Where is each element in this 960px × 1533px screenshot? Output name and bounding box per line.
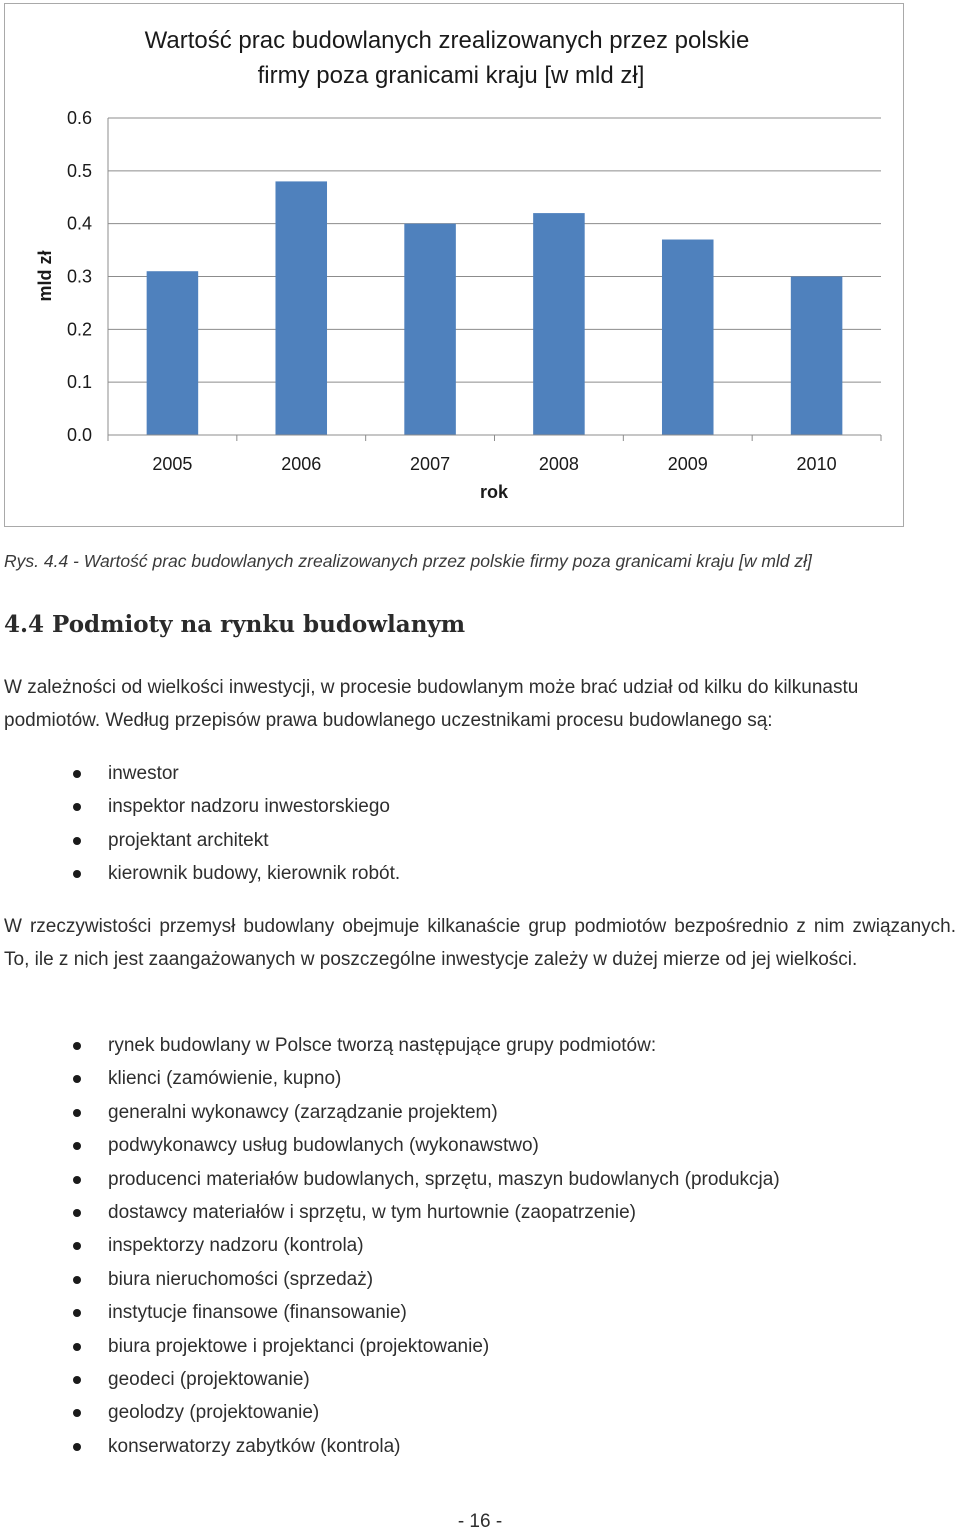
bullet-icon (73, 1443, 81, 1451)
list-item-text: geolodzy (projektowanie) (108, 1402, 320, 1424)
section-heading: 4.4 Podmioty na rynku budowlanym (4, 611, 466, 638)
y-tick-label: 0.5 (66, 160, 92, 181)
x-tick-label: 2007 (410, 454, 451, 474)
list-item (0, 1430, 780, 1463)
gridlines (108, 118, 881, 382)
list-item-text: inspektorzy nadzoru (kontrola) (108, 1235, 364, 1257)
axes (108, 118, 881, 441)
bar-2005 (147, 271, 199, 435)
bullet-icon (73, 1075, 81, 1083)
list-item (0, 1229, 780, 1262)
bullet-icon (73, 1309, 81, 1317)
bullet-icon (73, 837, 81, 845)
x-tick-labels (152, 454, 836, 474)
list-item-text: projektant architekt (108, 829, 269, 851)
paragraph-industry: W rzeczywistości przemysł budowlany obejmuje kilkanaście grup podmiotów bezpośrednio z nim związanych. To, ile z nich jest zaangażowanych w poszczególne inwestycje zależy w dużej mierze od jej wielkości. (4, 916, 956, 970)
bullet-icon (73, 1176, 81, 1184)
chart-container (4, 3, 904, 527)
bullet-icon (73, 1409, 81, 1417)
x-tick-label: 2008 (538, 454, 579, 474)
list-item-text: dostawcy materiałów i sprzętu, w tym hurtownie (zaopatrzenie) (108, 1201, 636, 1223)
y-tick-label: 0.6 (66, 108, 92, 128)
list-item-text: instytucje finansowe (finansowanie) (108, 1302, 407, 1324)
list-item (0, 1163, 780, 1196)
y-tick-label: 0.4 (66, 213, 92, 234)
bar-2008 (533, 213, 585, 435)
bullet-icon (73, 1109, 81, 1117)
list-item (0, 1263, 780, 1296)
list-item (0, 1196, 780, 1229)
list-item-text: inwestor (108, 763, 179, 784)
list-item (0, 857, 400, 890)
bullet-icon (73, 1276, 81, 1284)
list-item (0, 1029, 780, 1062)
list-item (0, 1396, 780, 1429)
bar-2009 (662, 240, 714, 435)
list-item-text: kierownik budowy, kierownik robót. (108, 863, 401, 885)
bullet-icon (73, 870, 81, 878)
list-item-text: podwykonawcy usług budowlanych (wykonawstwo) (108, 1135, 539, 1157)
bullet-icon (73, 770, 81, 778)
list-item-text: konserwatorzy zabytków (kontrola) (108, 1435, 401, 1457)
y-tick-labels (67, 108, 92, 445)
list-item (0, 1330, 780, 1363)
bullet-icon (73, 1042, 81, 1050)
list-item (0, 1062, 780, 1095)
figure-caption: Rys. 4.4 - Wartość prac budowlanych zrealizowanych przez polskie firmy poza granicami kraju [w mld zł] (4, 551, 812, 571)
market-groups-list (0, 1029, 780, 1463)
y-axis-title: mld zł (35, 250, 55, 302)
x-tick-label: 2010 (796, 454, 837, 474)
x-axis-title: rok (479, 482, 509, 502)
list-item-text: biura nieruchomości (sprzedaż) (108, 1268, 374, 1290)
list-item-text: producenci materiałów budowlanych, sprzętu, maszyn budowlanych (produkcja) (108, 1168, 780, 1190)
page-number: - 16 - (457, 1511, 503, 1532)
list-item (0, 790, 400, 823)
x-tick-label: 2009 (667, 454, 708, 474)
list-item (0, 1096, 780, 1129)
bullet-icon (73, 1376, 81, 1384)
bullet-icon (73, 1142, 81, 1150)
list-item-text: rynek budowlany w Polsce tworzą następujące grupy podmiotów: (108, 1035, 657, 1056)
bar-2007 (404, 224, 456, 435)
y-tick-label: 0.1 (66, 372, 92, 393)
bars (147, 181, 843, 435)
list-item-text: geodeci (projektowanie) (108, 1368, 310, 1390)
chart-title-line-1: Wartość prac budowlanych zrealizowanych przez polskie (144, 27, 750, 54)
list-item (0, 1296, 780, 1329)
list-item (0, 1129, 780, 1162)
bullet-icon (73, 1242, 81, 1250)
paragraph-participants: W zależności od wielkości inwestycji, w procesie budowlanym może brać udział od kilku do kilkunastu podmiotów. Według przepisów prawa budowlanego uczestnikami procesu budowlanego są: (4, 677, 859, 731)
participants-list (0, 757, 400, 891)
list-item (0, 824, 400, 857)
list-item-text: inspektor nadzoru inwestorskiego (108, 796, 390, 818)
list-item (0, 757, 400, 790)
list-item-text: biura projektowe i projektanci (projektowanie) (108, 1335, 490, 1357)
bullet-icon (73, 1209, 81, 1217)
y-tick-label: 0.0 (66, 425, 92, 445)
bar-2006 (275, 181, 327, 435)
bar-2010 (791, 277, 843, 436)
list-item-text: klienci (zamówienie, kupno) (108, 1068, 342, 1090)
y-tick-label: 0.2 (66, 319, 92, 340)
list-item-text: generalni wykonawcy (zarządzanie projektem) (108, 1101, 498, 1123)
chart-title-line-2: firmy poza granicami kraju [w mld zł] (257, 62, 645, 89)
bullet-icon (73, 1343, 81, 1351)
bar-chart (5, 4, 905, 528)
x-tick-label: 2005 (152, 454, 193, 474)
y-tick-label: 0.3 (66, 266, 92, 287)
list-item (0, 1363, 780, 1396)
x-tick-label: 2006 (281, 454, 322, 474)
bullet-icon (73, 803, 81, 811)
